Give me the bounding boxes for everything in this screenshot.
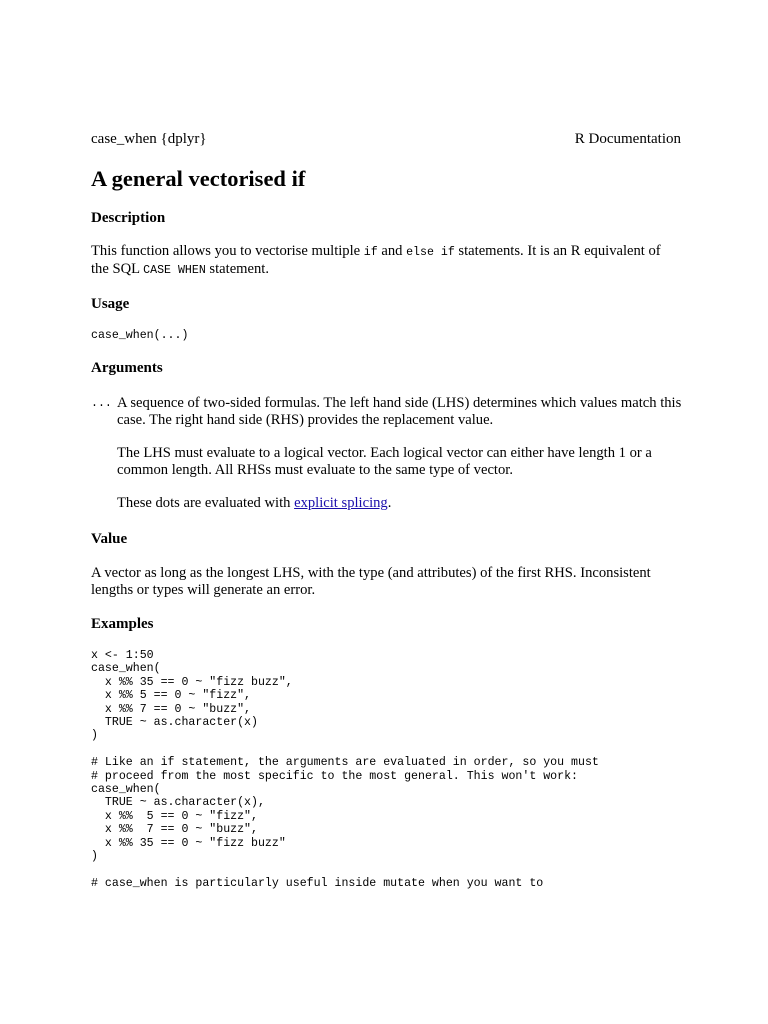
inline-code: if (363, 246, 378, 259)
argument-name: ... (91, 397, 112, 410)
doc-label: R Documentation (574, 131, 681, 147)
argument-paragraph: A sequence of two-sided formulas. The left hand side (LHS) determines which values match this case. The right hand side (RHS) provides the replacement value. (117, 395, 682, 428)
page-title: A general vectorised if (91, 166, 306, 191)
examples-heading: Examples (91, 616, 154, 632)
examples-code: x <- 1:50 case_when( x %% 35 == 0 ~ "fizz buzz", x %% 5 == 0 ~ "fizz", x %% 7 == 0 ~ "buzz", TRUE ~ as.character(x) ) # Like an if statement, the arguments are evaluated in order, so you must # proceed from the most specific to the most general. This won't work: case_when( TRUE ~ as.character(x), x %% 5 == 0 ~ "fizz", x %% 7 == 0 ~ "buzz", x %% 35 == 0 ~ "fizz buzz" ) # case_when is particularly useful inside mutate when you want to (91, 649, 599, 890)
description-text-part: statements. It is an R equivalent of the SQL (91, 243, 661, 277)
argument-description (117, 395, 683, 528)
usage-heading: Usage (91, 296, 130, 312)
argument-text-part: These dots are evaluated with (117, 495, 295, 511)
argument-paragraph (117, 495, 683, 512)
inline-code: else if (406, 246, 455, 259)
description-text (91, 243, 681, 279)
value-heading: Value (91, 531, 128, 547)
description-text-part: This function allows you to vectorise multiple (91, 243, 364, 259)
value-text: A vector as long as the longest LHS, with the type (and attributes) of the first RHS. Inconsistent lengths or types will generate an error. (91, 565, 651, 598)
explicit-splicing-link[interactable]: explicit splicing (294, 495, 388, 511)
description-text-part: statement. (205, 261, 270, 277)
doc-page (91, 129, 682, 890)
description-text-part: and (377, 243, 407, 259)
usage-code: case_when(...) (91, 329, 189, 342)
description-heading: Description (91, 210, 166, 226)
topic-label: case_when {dplyr} (91, 131, 207, 147)
doc-header (91, 129, 681, 149)
argument-paragraph: The LHS must evaluate to a logical vector. Each logical vector can either have length 1 or a common length. All RHSs must evaluate to the same type of vector. (117, 445, 652, 478)
arguments-heading: Arguments (91, 360, 163, 376)
inline-code: CASE WHEN (143, 264, 206, 277)
argument-text-part: . (387, 495, 392, 511)
